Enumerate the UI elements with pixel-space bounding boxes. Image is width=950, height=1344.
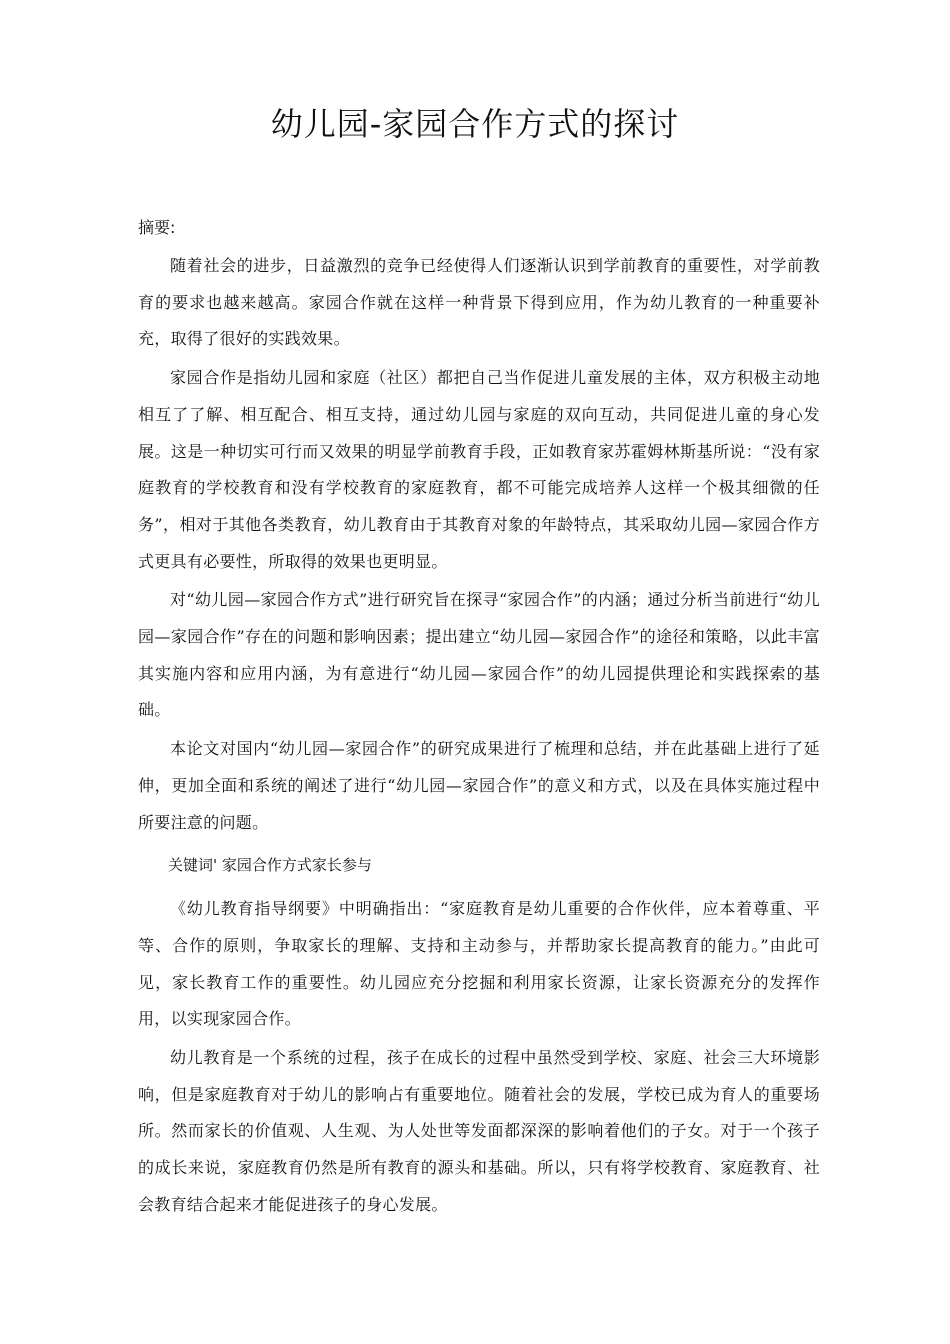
document-body <box>138 248 820 1226</box>
body-paragraph-2: 幼儿教育是一个系统的过程，孩子在成长的过程中虽然受到学校、家庭、社会三大环境影响，但是家庭教育对于幼儿的影响占有重要地位。随着社会的发展，学校已成为育人的重要场所。然而家长的价值观、人生观、为人处世等发面都深深的影响着他们的子女。对于一个孩子的成长来说，家庭教育仍然是所有教育的源头和基础。所以，只有将学校教育、家庭教育、社会教育结合起来才能促进孩子的身心发展。 <box>138 1048 820 1214</box>
abstract-paragraph-2: 家园合作是指幼儿园和家庭（社区）都把自己当作促进儿童发展的主体，双方积极主动地相互了了解、相互配合、相互支持，通过幼儿园与家庭的双向互动，共同促进儿童的身心发展。这是一种切实可行而又效果的明显学前教育手段，正如教育家苏霍姆林斯基所说：“没有家庭教育的学校教育和没有学校教育的家庭教育，都不可能完成培养人这样一个极其细微的任务”，相对于其他各类教育，幼儿教育由于其教育对象的年龄特点，其采取幼儿园—家园合作方式更具有必要性，所取得的效果也更明显。 <box>138 368 820 571</box>
keywords-line: 关键词' 家园合作方式家长参与 <box>168 856 372 875</box>
abstract-label: 摘要: <box>138 218 176 237</box>
abstract-paragraph-1: 随着社会的进步，日益激烈的竞争已经使得人们逐渐认识到学前教育的重要性，对学前教育的要求也越来越高。家园合作就在这样一种背景下得到应用，作为幼儿教育的一种重要补充，取得了很好的实践效果。 <box>138 256 820 349</box>
abstract-paragraph-4: 本论文对国内“幼儿园—家园合作”的研究成果进行了梳理和总结，并在此基础上进行了延伸，更加全面和系统的阐述了进行“幼儿园—家园合作”的意义和方式，以及在具体实施过程中所要注意的问题。 <box>138 739 820 832</box>
abstract-paragraph-3: 对“幼儿园—家园合作方式”进行研究旨在探寻“家园合作”的内涵；通过分析当前进行“幼儿园—家园合作”存在的问题和影响因素；提出建立“幼儿园—家园合作”的途径和策略，以此丰富其实施内容和应用内涵，为有意进行“幼儿园—家园合作”的幼儿园提供理论和实践探索的基础。 <box>138 590 820 720</box>
body-paragraph-1: 《幼儿教育指导纲要》中明确指出：“家庭教育是幼儿重要的合作伙伴，应本着尊重、平等、合作的原则，争取家长的理解、支持和主动参与，并帮助家长提高教育的能力。”由此可见，家长教育工作的重要性。幼儿园应充分挖掘和利用家长资源，让家长资源充分的发挥作用，以实现家园合作。 <box>138 899 820 1029</box>
document-title: 幼儿园-家园合作方式的探讨 <box>270 105 680 143</box>
